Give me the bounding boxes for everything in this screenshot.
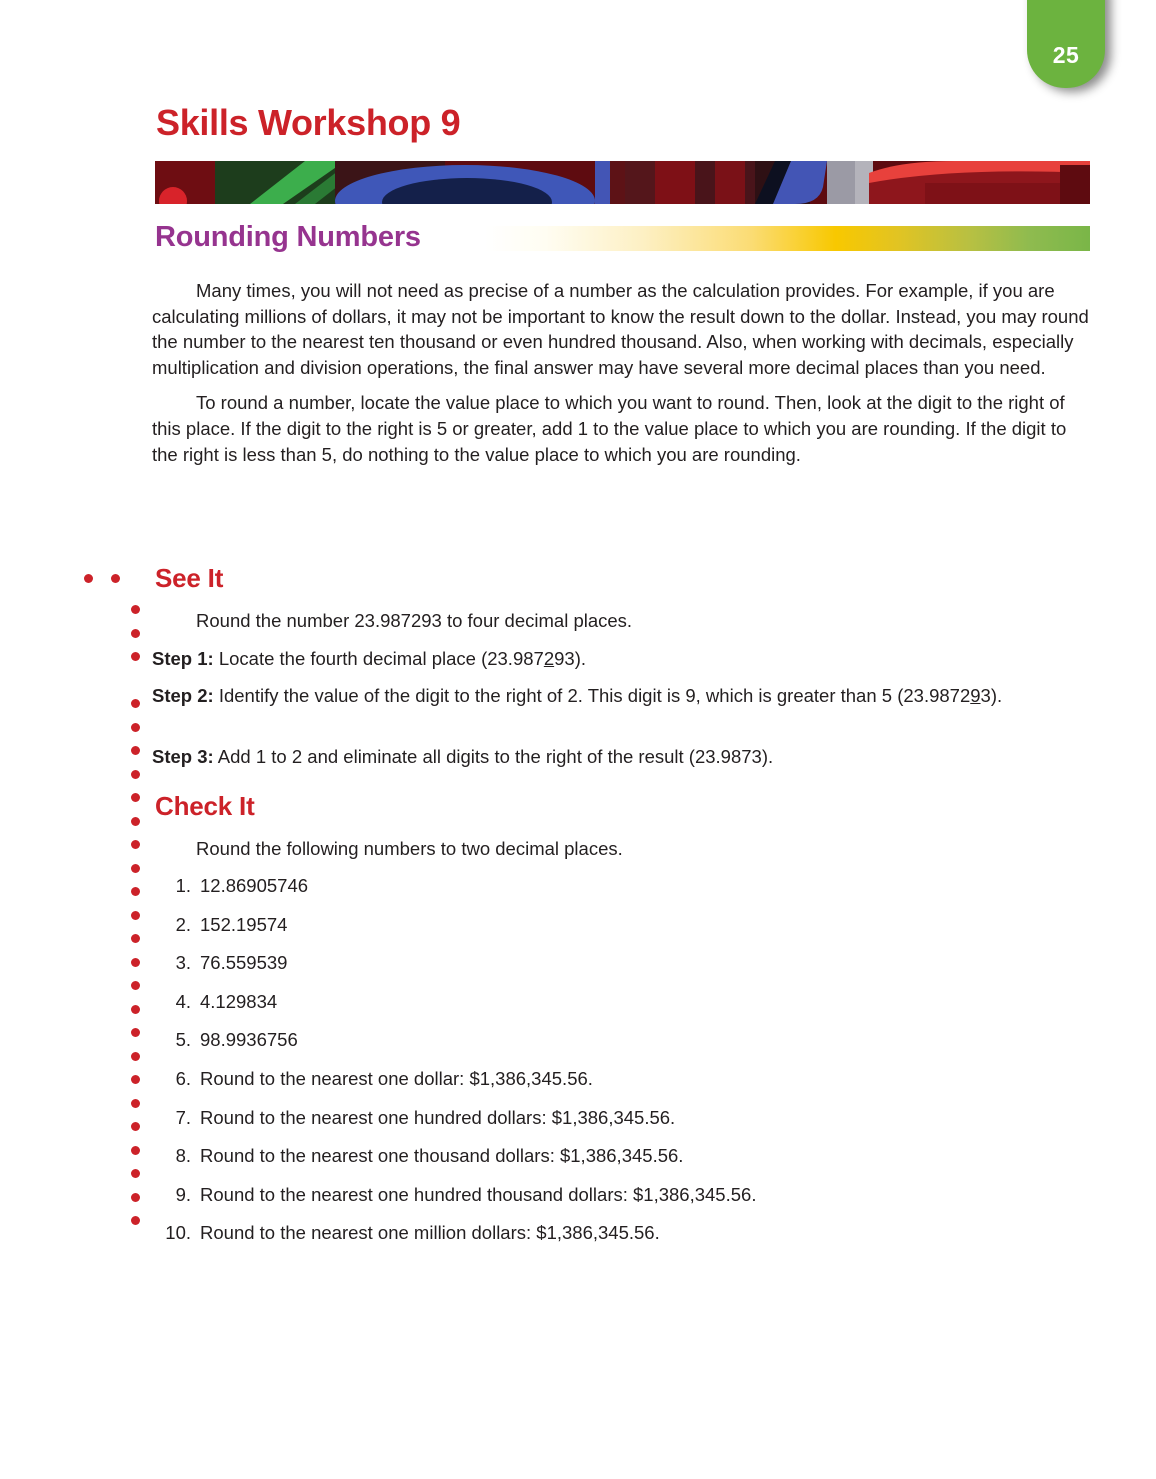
list-item-text: 4.129834 xyxy=(200,991,278,1012)
decor-dot-13 xyxy=(131,911,140,920)
see-it-step-1 xyxy=(152,646,1092,672)
section-title: Rounding Numbers xyxy=(155,219,435,255)
list-item-text: Round to the nearest one hundred thousand dollars: $1,386,345.56. xyxy=(200,1184,757,1205)
decor-dot-8 xyxy=(131,793,140,802)
decor-dot-9 xyxy=(131,817,140,826)
list-item-number: 10. xyxy=(165,1222,191,1243)
list-item xyxy=(152,950,1092,976)
decorative-color-banner xyxy=(155,161,1090,204)
intro-paragraph-1: Many times, you will not need as precise of a number as the calculation provides. For example, if you are calculating millions of dollars, it may not be important to know the result down to the dollar. Instead, you may round the number to the nearest ten thousand or even hundred thousand. Also, when working with decimals, especially multiplication and division operations, the final answer may have several more decimal places than you need. xyxy=(152,280,1089,378)
decor-dot-3 xyxy=(131,652,140,661)
list-item-text: Round to the nearest one hundred dollars: $1,386,345.56. xyxy=(200,1107,676,1128)
list-item-number: 2. xyxy=(175,914,191,935)
step-1-label: Step 1: xyxy=(152,648,214,669)
page-number-tab xyxy=(1027,0,1105,88)
list-item-number: 5. xyxy=(175,1029,191,1050)
see-it-prompt: Round the number 23.987293 to four decimal places. xyxy=(196,610,633,631)
decor-dot-2 xyxy=(131,629,140,638)
decor-dot-11 xyxy=(131,864,140,873)
list-item xyxy=(152,989,1092,1015)
list-item-number: 1. xyxy=(175,875,191,896)
decor-dot-25 xyxy=(131,1193,140,1202)
list-item-number: 4. xyxy=(175,991,191,1012)
decor-dot-21 xyxy=(131,1099,140,1108)
decor-dot-6 xyxy=(131,746,140,755)
list-item-text: 76.559539 xyxy=(200,952,288,973)
step-3-label: Step 3: xyxy=(152,746,214,767)
step-2-post: 3). xyxy=(980,685,1003,706)
step-2-pre: Identify the value of the digit to the right of 2. This digit is 9, which is greater than 5 (23.9872 xyxy=(213,685,971,706)
list-item xyxy=(152,912,1092,938)
see-it-step-2 xyxy=(152,683,1092,709)
decor-dot-24 xyxy=(131,1169,140,1178)
decor-dot-16 xyxy=(131,981,140,990)
decor-dot-10 xyxy=(131,840,140,849)
decor-dot-12 xyxy=(131,887,140,896)
check-it-heading: Check It xyxy=(155,791,255,821)
decor-dot-1 xyxy=(131,605,140,614)
decor-dot-7 xyxy=(131,770,140,779)
decor-dot-19 xyxy=(131,1052,140,1061)
check-it-prompt: Round the following numbers to two decimal places. xyxy=(196,838,623,859)
gradient-rule xyxy=(485,226,1090,251)
list-item xyxy=(152,1220,1092,1246)
step-1-post: 93). xyxy=(554,648,587,669)
list-item xyxy=(152,1105,1092,1131)
list-item-number: 7. xyxy=(175,1107,191,1128)
step-1-underlined-digit: 2 xyxy=(543,648,555,669)
see-it-heading: See It xyxy=(155,563,224,593)
decor-dot-20 xyxy=(131,1075,140,1084)
list-item-text: Round to the nearest one dollar: $1,386,345.56. xyxy=(200,1068,593,1089)
page-title: Skills Workshop 9 xyxy=(156,102,461,143)
decor-dot-26 xyxy=(131,1216,140,1225)
page-number: 25 xyxy=(1052,42,1080,68)
step-1-pre: Locate the fourth decimal place (23.987 xyxy=(213,648,544,669)
list-item xyxy=(152,1182,1092,1208)
decor-dot-15 xyxy=(131,958,140,967)
list-item-text: 152.19574 xyxy=(200,914,288,935)
list-item-text: Round to the nearest one million dollars: $1,386,345.56. xyxy=(200,1222,660,1243)
decor-dot-4 xyxy=(131,699,140,708)
list-item xyxy=(152,873,1092,899)
list-item-number: 3. xyxy=(175,952,191,973)
list-item-text: 12.86905746 xyxy=(200,875,309,896)
see-it-step-3 xyxy=(152,744,1092,770)
list-item-text: 98.9936756 xyxy=(200,1029,298,1050)
intro-paragraph-2: To round a number, locate the value place to which you want to round. Then, look at the digit to the right of this place. If the digit to the right is 5 or greater, add 1 to the value place to which you are rounding. If the digit to the right is less than 5, do nothing to the value place to which you are rounding. xyxy=(152,392,1067,465)
decor-dot-17 xyxy=(131,1005,140,1014)
decor-dot-23 xyxy=(131,1146,140,1155)
list-item-text: Round to the nearest one thousand dollars: $1,386,345.56. xyxy=(200,1145,684,1166)
decor-dot-14 xyxy=(131,934,140,943)
decor-dot-5 xyxy=(131,723,140,732)
list-item-number: 8. xyxy=(175,1145,191,1166)
list-item xyxy=(152,1066,1092,1092)
intro-body xyxy=(152,278,1092,477)
decor-dot-22 xyxy=(131,1122,140,1131)
decor-dot-top-1 xyxy=(84,574,93,583)
decor-dot-top-2 xyxy=(111,574,120,583)
list-item xyxy=(152,1143,1092,1169)
section-heading-row xyxy=(155,219,1090,257)
list-item-number: 6. xyxy=(175,1068,191,1089)
decor-dot-18 xyxy=(131,1028,140,1037)
step-3-pre: Add 1 to 2 and eliminate all digits to the right of the result (23.9873). xyxy=(213,746,774,767)
step-2-label: Step 2: xyxy=(152,685,214,706)
list-item xyxy=(152,1027,1092,1053)
step-2-underlined-digit: 9 xyxy=(970,685,981,706)
banner-artwork-icon xyxy=(155,161,1090,204)
list-item-number: 9. xyxy=(175,1184,191,1205)
